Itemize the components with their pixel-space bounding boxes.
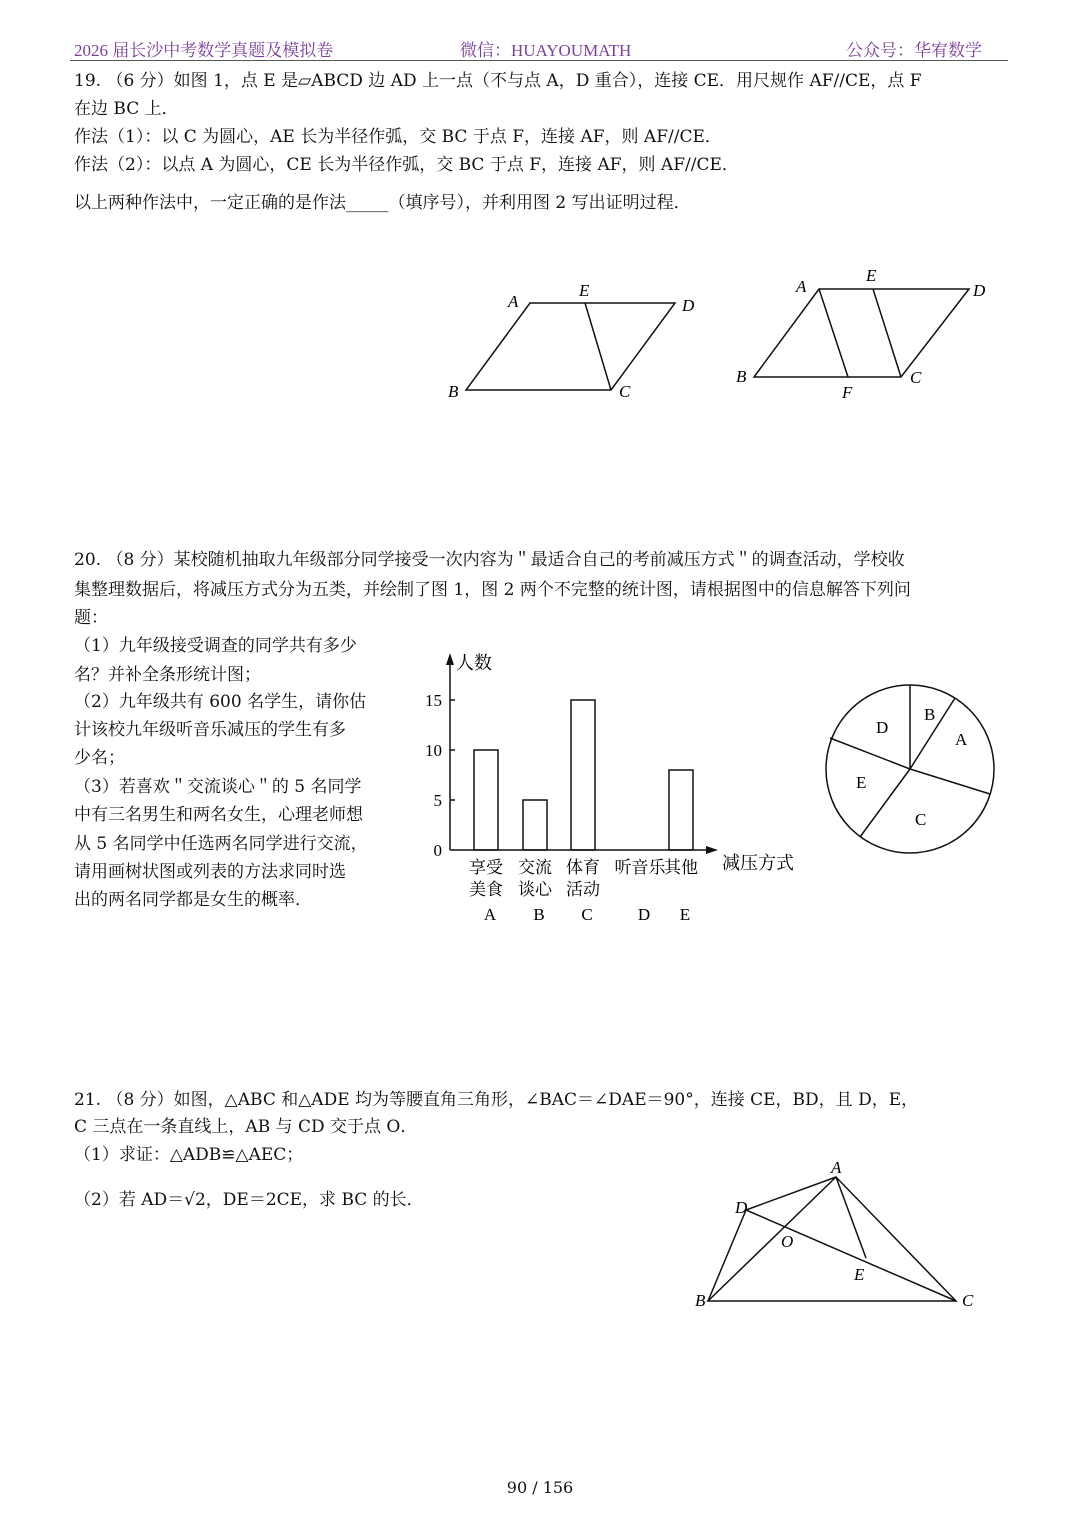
y-tick-label: 5 [433,791,442,810]
q20-sub-line: 从 5 名同学中任选两名同学进行交流， [74,834,368,854]
chart-y-label: 人数 [456,653,492,673]
q19-method2: 作法（2）：以点 A 为圆心，CE 长为半径作弧，交 BC 于点 F，连接 AF，则 AF//CE． [74,155,739,175]
x-category-letter: A [483,905,497,924]
q21-label-a: A [831,1158,842,1177]
y-tick-label: 15 [425,691,442,710]
pie-label-e: E [856,773,867,792]
fig1-label-e: E [579,281,590,300]
fig1-label-a: A [508,292,519,311]
segment-ad [746,1177,836,1210]
q19-question: 以上两种作法中，一定正确的是作法_____（填序号），并利用图 2 写出证明过程． [74,193,691,213]
q21-label-o: O [781,1232,794,1251]
x-tick-label: 其他 [664,858,698,877]
bar [474,750,498,850]
fig2-label-f: F [842,383,853,402]
bar [571,700,595,850]
pie-label-a: A [955,730,968,749]
x-tick-label: 谈心 [518,880,552,899]
pie-label-b: B [924,705,936,724]
q21-label-c: C [962,1291,974,1310]
q19-line2: 在边 BC 上． [74,99,179,119]
x-tick-label: 享受 [469,858,503,877]
y-tick-label: 10 [425,741,442,760]
fig2-segment-ce [873,289,901,377]
fig2-label-a: A [796,277,807,296]
header-account: 公众号：华宥数学 [846,41,982,60]
fig2-label-b: B [736,367,747,386]
q19-method1: 作法（1）：以 C 为圆心，AE 长为半径作弧，交 BC 于点 F，连接 AF，则 AF//CE． [74,127,722,147]
header-wechat: 微信：HUAYOUMATH [460,41,632,60]
chart-x-label: 减压方式 [722,853,794,873]
fig1-label-d: D [682,296,695,315]
pie-divider [910,769,990,794]
q20-sub-line: 名？并补全条形统计图； [74,665,261,685]
fig2-label-c: C [910,368,922,387]
q20-sub-line: （3）若喜欢＂交流谈心＂的 5 名同学 [74,777,362,797]
fig1-segment-ce [585,303,611,390]
x-category-letter: B [533,905,545,924]
x-tick-label: 美食 [469,880,503,899]
bar [523,800,547,850]
segment-dc [746,1210,956,1301]
q20-sub-line: （1）九年级接受调查的同学共有多少 [74,636,357,656]
q20-sub-line: 出的两名同学都是女生的概率． [74,890,312,910]
x-tick-label: 交流 [518,858,552,877]
fig2-parallelogram [754,289,969,377]
fig2-label-d: D [973,281,986,300]
fig1-parallelogram [466,303,675,390]
q20-sub-line: 计该校九年级听音乐减压的学生有多 [74,720,346,740]
q20-pie-chart [820,680,1000,860]
header-left: 2026 届长沙中考数学真题及模拟卷 [74,41,334,60]
q21-part1: （1）求证：△ADB≌△AEC； [74,1145,304,1165]
q21-label-e: E [854,1265,865,1284]
pie-label-c: C [915,810,927,829]
q21-label-b: B [695,1291,706,1310]
q20-line1: 20. （8 分）某校随机抽取九年级部分同学接受一次内容为＂最适合自己的考前减压方式＂的调查活动，学校收 [74,550,905,570]
x-tick-label: 体育 [566,858,600,877]
chart-y-arrow [446,653,454,665]
fig2-segment-af [819,289,848,377]
q20-sub-line: 请用画树状图或列表的方法求同时选 [74,862,346,882]
y-tick-label: 0 [433,841,442,860]
x-tick-label: 听音乐 [614,858,666,877]
q21-line1: 21. （8 分）如图，△ABC 和△ADE 均为等腰直角三角形，∠BAC＝∠DAE＝90°，连接 CE，BD，且 D，E， [74,1090,919,1110]
fig2-label-e: E [866,266,877,285]
q20-bar-chart [410,645,810,925]
q20-sub-line: 少名； [74,748,125,768]
x-tick-label: 活动 [566,880,600,899]
x-category-letter: E [679,905,691,924]
segment-ae [836,1177,866,1258]
q21-label-d: D [735,1198,748,1217]
header-divider [70,60,1008,61]
q19-line1: 19. （6 分）如图 1，点 E 是▱ABCD 边 AD 上一点（不与点 A，D 重合），连接 CE．用尺规作 AF//CE，点 F [74,71,922,91]
pie-divider [830,738,910,769]
triangle-abc [708,1177,956,1301]
pie-divider [860,769,910,837]
q21-line2: C 三点在一条直线上，AB 与 CD 交于点 O． [74,1117,418,1137]
q20-line3: 题： [74,608,108,628]
fig1-label-b: B [448,382,459,401]
q19-figure1 [440,281,700,405]
page-number: 90 / 156 [506,1478,574,1497]
fig1-label-c: C [619,382,631,401]
x-category-letter: D [637,905,651,924]
q21-figure [690,1160,990,1320]
q21-part2: （2）若 AD＝√2，DE＝2CE，求 BC 的长． [74,1190,424,1210]
q20-sub-line: （2）九年级共有 600 名学生，请你估 [74,692,367,712]
q20-line2: 集整理数据后，将减压方式分为五类，并绘制了图 1，图 2 两个不完整的统计图，请根据图中的信息解答下列问 [74,580,911,600]
segment-bd [708,1210,746,1301]
pie-label-d: D [876,718,889,737]
x-category-letter: C [581,905,593,924]
bar [669,770,693,850]
q20-sub-line: 中有三名男生和两名女生，心理老师想 [74,805,363,825]
q19-figure2 [730,266,1000,402]
chart-x-arrow [706,846,718,854]
